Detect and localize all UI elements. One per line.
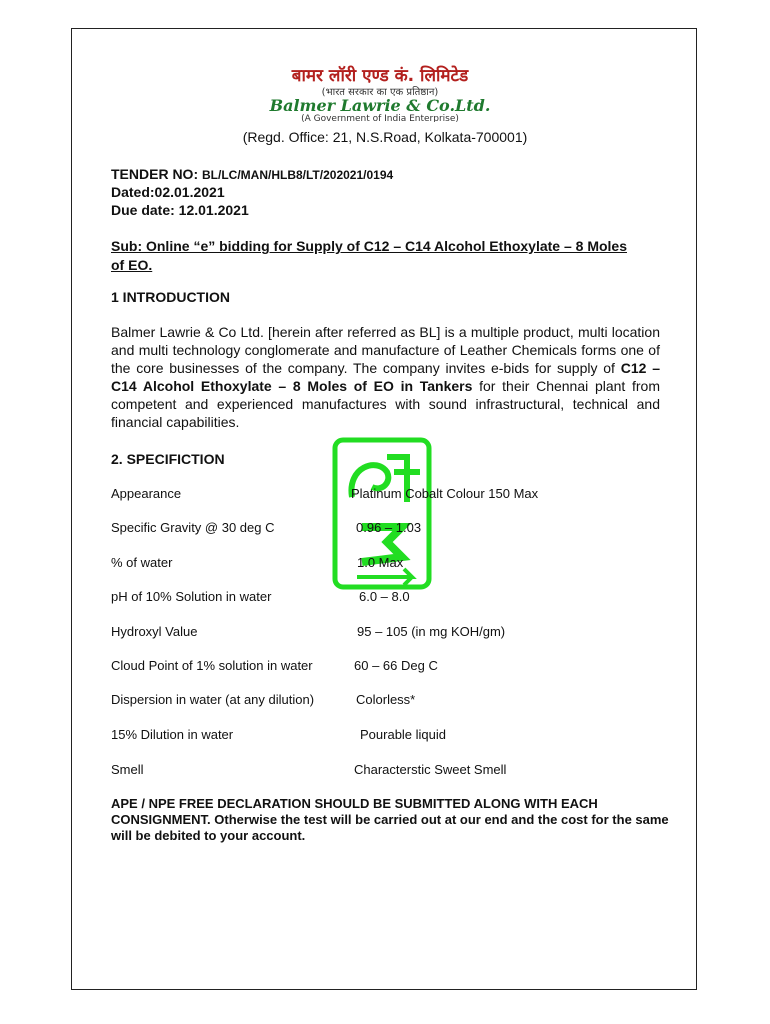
logo-hindi-tagline: (भारत सरकार का एक प्रतिष्ठान) <box>321 87 439 98</box>
logo-english-tagline: (A Government of India Enterprise) <box>301 114 459 122</box>
spec-label-dispersion: Dispersion in water (at any dilution) <box>111 692 315 707</box>
spec-value-appearance: Platinum Cobalt Colour 150 Max <box>351 486 539 501</box>
spec-label-appearance: Appearance <box>111 486 182 501</box>
specification-heading: 2. SPECIFICTION <box>111 451 225 467</box>
tender-number-value: BL/LC/MAN/HLB8/LT/202021/0194 <box>202 168 394 182</box>
spec-label-smell: Smell <box>111 762 144 777</box>
spec-label-cloud-point: Cloud Point of 1% solution in water <box>111 658 313 673</box>
logo-hindi-name: बामर लॉरी एण्ड कं. लिमिटेड <box>291 66 469 86</box>
intro-text-2: for their Chennai plant from competent and experienced manufactures with sound infrastructural, technical and financial capabilities. <box>111 378 660 430</box>
spec-value-dilution: Pourable liquid <box>360 727 447 742</box>
introduction-heading: 1 INTRODUCTION <box>111 289 230 305</box>
spec-value-ph: 6.0 – 8.0 <box>359 589 410 604</box>
spec-label-water: % of water <box>111 555 173 570</box>
tender-due-date: Due date: 12.01.2021 <box>111 202 249 218</box>
intro-text-bold: C12 – C14 Alcohol Ethoxylate – 8 Moles of EO in Tankers <box>111 360 661 394</box>
registered-office: (Regd. Office: 21, N.S.Road, Kolkata-700001) <box>242 129 528 145</box>
spec-value-dispersion: Colorless* <box>356 692 416 707</box>
spec-label-dilution: 15% Dilution in water <box>111 727 234 742</box>
tender-number <box>111 166 393 182</box>
spec-value-smell: Characterstic Sweet Smell <box>354 762 507 777</box>
ape-npe-declaration: APE / NPE FREE DECLARATION SHOULD BE SUBMITTED ALONG WITH EACH CONSIGNMENT. Otherwise the test will be carried out at our end and the cost for the same will be debited to your account. <box>111 796 669 843</box>
spec-value-cloud-point: 60 – 66 Deg C <box>354 658 438 673</box>
spec-label-ph: pH of 10% Solution in water <box>111 589 272 604</box>
tender-dated: Dated:02.01.2021 <box>111 184 225 200</box>
subject-line: Sub: Online “e” bidding for Supply of C12 – C14 Alcohol Ethoxylate – 8 Moles of EO. <box>111 238 627 273</box>
spec-value-hydroxyl: 95 – 105 (in mg KOH/gm) <box>357 624 506 639</box>
company-logo <box>222 64 538 122</box>
spec-label-hydroxyl: Hydroxyl Value <box>111 624 198 639</box>
spec-label-specific-gravity: Specific Gravity @ 30 deg C <box>111 520 275 535</box>
spec-value-specific-gravity: 0.96 – 1.03 <box>356 520 422 535</box>
intro-text-1: Balmer Lawrie & Co Ltd. [herein after referred as BL] is a multiple product, multi location and multi technology conglomerate and manufacture of Leather Chemicals forms one of the core businesses of the company. The company invites e-bids for supply of <box>111 324 660 376</box>
tender-label: TENDER NO: <box>111 166 202 182</box>
introduction-paragraph <box>111 323 660 431</box>
spec-value-water: 1.0 Max <box>357 555 404 570</box>
logo-english-name: Balmer Lawrie & Co.Ltd. <box>269 96 491 115</box>
